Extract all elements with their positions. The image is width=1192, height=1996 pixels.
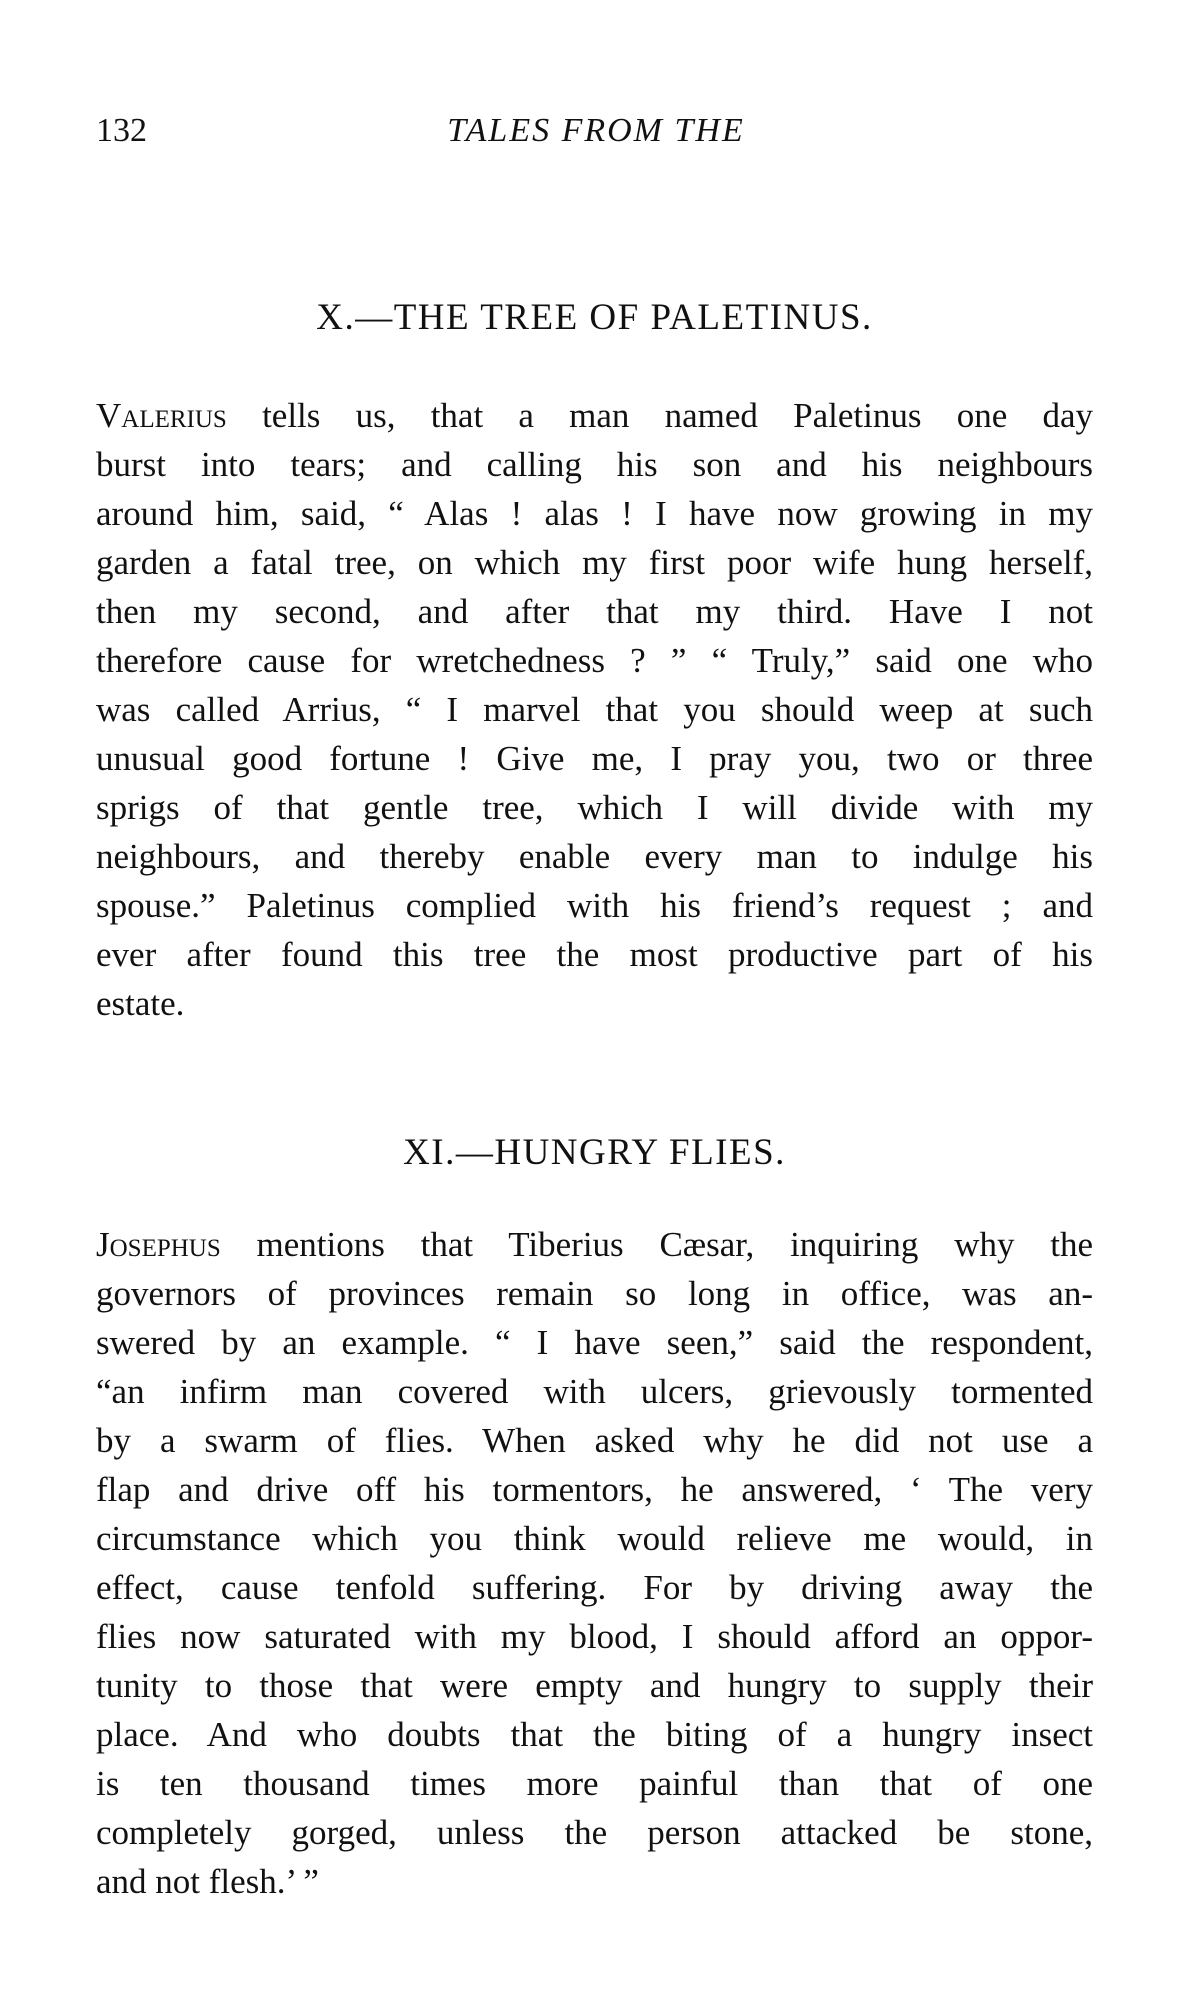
lead-word-small-caps: Valerius — [96, 396, 227, 435]
text-line: therefore cause for wretchedness ? ” “ Truly,” said one who — [96, 641, 1093, 680]
text-line: completely gorged, unless the person attacked be stone, — [96, 1813, 1093, 1852]
text-line: ever after found this tree the most productive part of his — [96, 935, 1093, 974]
text-line: unusual good fortune ! Give me, I pray you, two or three — [96, 739, 1093, 778]
text-line: tunity to those that were empty and hungry to supply their — [96, 1666, 1093, 1705]
text-line: and not flesh.’ ” — [96, 1862, 319, 1901]
text-line — [96, 1220, 1093, 1269]
text-line: place. And who doubts that the biting of a hungry insect — [96, 1715, 1093, 1754]
paragraph — [96, 1220, 1093, 1906]
text-line: burst into tears; and calling his son and his neighbours — [96, 445, 1093, 484]
text-line: flies now saturated with my blood, I should afford an oppor- — [96, 1617, 1093, 1656]
text-line: circumstance which you think would relieve me would, in — [96, 1519, 1093, 1558]
text-line: governors of provinces remain so long in office, was an- — [96, 1274, 1093, 1313]
text-line: swered by an example. “ I have seen,” said the respondent, — [96, 1323, 1093, 1362]
text-line: garden a fatal tree, on which my first poor wife hung herself, — [96, 543, 1093, 582]
text-line: sprigs of that gentle tree, which I will divide with my — [96, 788, 1093, 827]
lead-word-small-caps: Josephus — [96, 1225, 221, 1264]
text-line: by a swarm of flies. When asked why he did not use a — [96, 1421, 1093, 1460]
paragraph — [96, 391, 1093, 1028]
section-heading: XI.—HUNGRY FLIES. — [403, 1132, 786, 1173]
text-line: is ten thousand times more painful than that of one — [96, 1764, 1093, 1803]
running-title: TALES FROM THE — [447, 112, 745, 149]
text-line: effect, cause tenfold suffering. For by driving away the — [96, 1568, 1093, 1607]
text-line: around him, said, “ Alas ! alas ! I have now growing in my — [96, 494, 1093, 533]
text-line: was called Arrius, “ I marvel that you should weep at such — [96, 690, 1093, 729]
text-line: flap and drive off his tormentors, he answered, ‘ The very — [96, 1470, 1093, 1509]
line-text: mentions that Tiberius Cæsar, inquiring why the — [220, 1225, 1093, 1264]
text-line: then my second, and after that my third. Have I not — [96, 592, 1093, 631]
text-line — [96, 391, 1093, 440]
text-line: spouse.” Paletinus complied with his friend’s request ; and — [96, 886, 1093, 925]
text-line: estate. — [96, 984, 185, 1023]
text-line: “an infirm man covered with ulcers, grievously tormented — [96, 1372, 1093, 1411]
page-number: 132 — [96, 112, 147, 149]
line-text: tells us, that a man named Paletinus one day — [226, 396, 1093, 435]
section-heading: X.—THE TREE OF PALETINUS. — [316, 297, 873, 338]
text-line: neighbours, and thereby enable every man to indulge his — [96, 837, 1093, 876]
